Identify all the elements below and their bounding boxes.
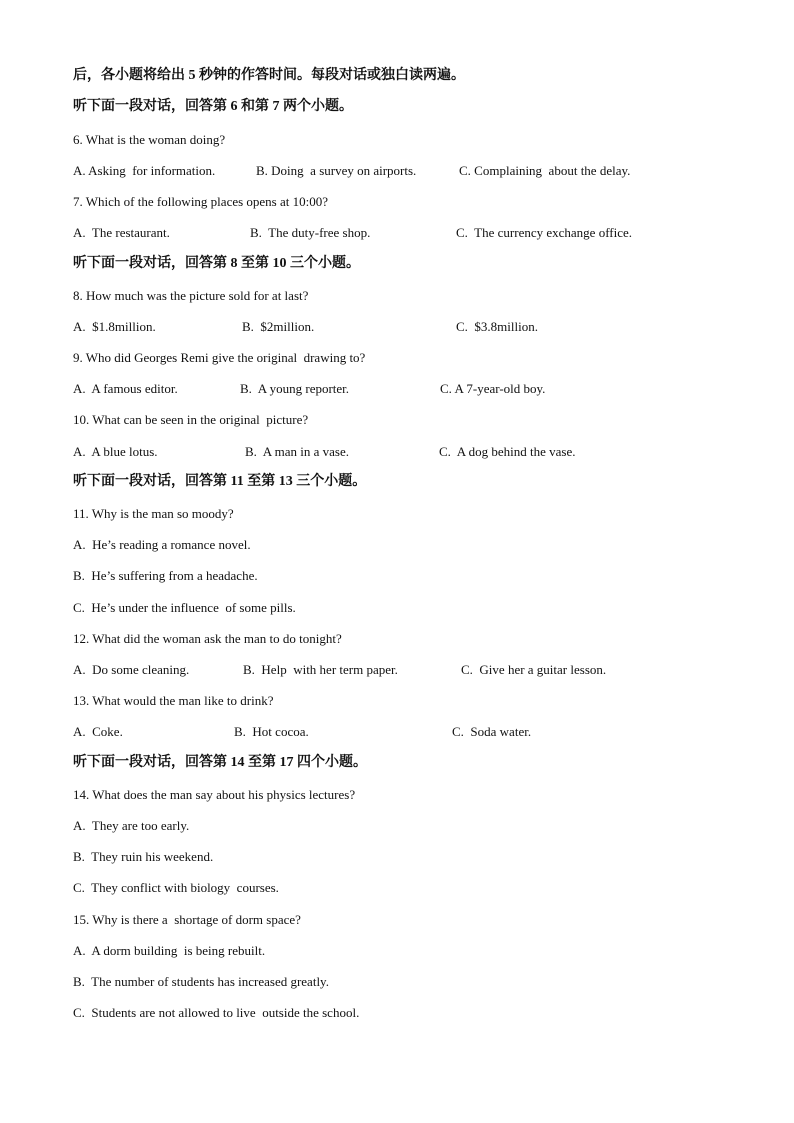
- option-c: C. Students are not allowed to live outside the school.: [73, 1005, 360, 1020]
- option-c: C. He’s under the influence of some pills.: [73, 600, 296, 615]
- option-b: B. They ruin his weekend.: [73, 849, 214, 864]
- option-c: C. A dog behind the vase.: [439, 444, 576, 459]
- question-7: 7. Which of the following places opens at 10:00?: [73, 194, 329, 209]
- option-a: A. The restaurant.: [73, 225, 170, 240]
- option-a: A. $1.8million.: [73, 319, 156, 334]
- question-6: 6. What is the woman doing?: [73, 132, 226, 147]
- option-c: C. A 7-year-old boy.: [440, 381, 546, 396]
- question-13: 13. What would the man like to drink?: [73, 693, 274, 708]
- option-c: C. Give her a guitar lesson.: [461, 662, 607, 677]
- option-c: C. They conflict with biology courses.: [73, 880, 279, 895]
- question-9: 9. Who did Georges Remi give the original drawing to?: [73, 350, 366, 365]
- option-a: A. A famous editor.: [73, 381, 178, 396]
- option-b: B. $2million.: [242, 319, 315, 334]
- question-14: 14. What does the man say about his physics lectures?: [73, 787, 356, 802]
- instruction-text: 后，各小题将给出 5 秒钟的作答时间。每段对话或独白读两遍。: [73, 68, 465, 83]
- option-c: C. $3.8million.: [456, 319, 538, 334]
- option-a: A. A blue lotus.: [73, 444, 158, 459]
- option-a: A. A dorm building is being rebuilt.: [73, 943, 266, 958]
- question-8: 8. How much was the picture sold for at last?: [73, 288, 309, 303]
- option-a: A. Asking for information.: [73, 163, 216, 178]
- option-b: B. Help with her term paper.: [243, 662, 398, 677]
- option-a: A. Do some cleaning.: [73, 662, 190, 677]
- option-c: C. The currency exchange office.: [456, 225, 633, 240]
- option-b: B. Doing a survey on airports.: [256, 163, 417, 178]
- option-b: B. A young reporter.: [240, 381, 350, 396]
- section-heading: 听下面一段对话，回答第 6 和第 7 两个小题。: [73, 99, 353, 114]
- option-a: A. Coke.: [73, 724, 123, 739]
- option-b: B. He’s suffering from a headache.: [73, 568, 258, 583]
- option-b: B. The duty-free shop.: [250, 225, 371, 240]
- question-10: 10. What can be seen in the original picture?: [73, 412, 309, 427]
- question-11: 11. Why is the man so moody?: [73, 506, 234, 521]
- option-c: C. Soda water.: [452, 724, 532, 739]
- option-b: B. Hot cocoa.: [234, 724, 309, 739]
- question-12: 12. What did the woman ask the man to do tonight?: [73, 631, 342, 646]
- option-c: C. Complaining about the delay.: [459, 163, 631, 178]
- section-heading: 听下面一段对话，回答第 11 至第 13 三个小题。: [73, 474, 367, 489]
- section-heading: 听下面一段对话，回答第 8 至第 10 三个小题。: [73, 256, 360, 271]
- question-15: 15. Why is there a shortage of dorm space?: [73, 912, 301, 927]
- option-b: B. The number of students has increased greatly.: [73, 974, 329, 989]
- option-a: A. They are too early.: [73, 818, 190, 833]
- option-b: B. A man in a vase.: [245, 444, 349, 459]
- option-a: A. He’s reading a romance novel.: [73, 537, 251, 552]
- section-heading: 听下面一段对话，回答第 14 至第 17 四个小题。: [73, 755, 367, 770]
